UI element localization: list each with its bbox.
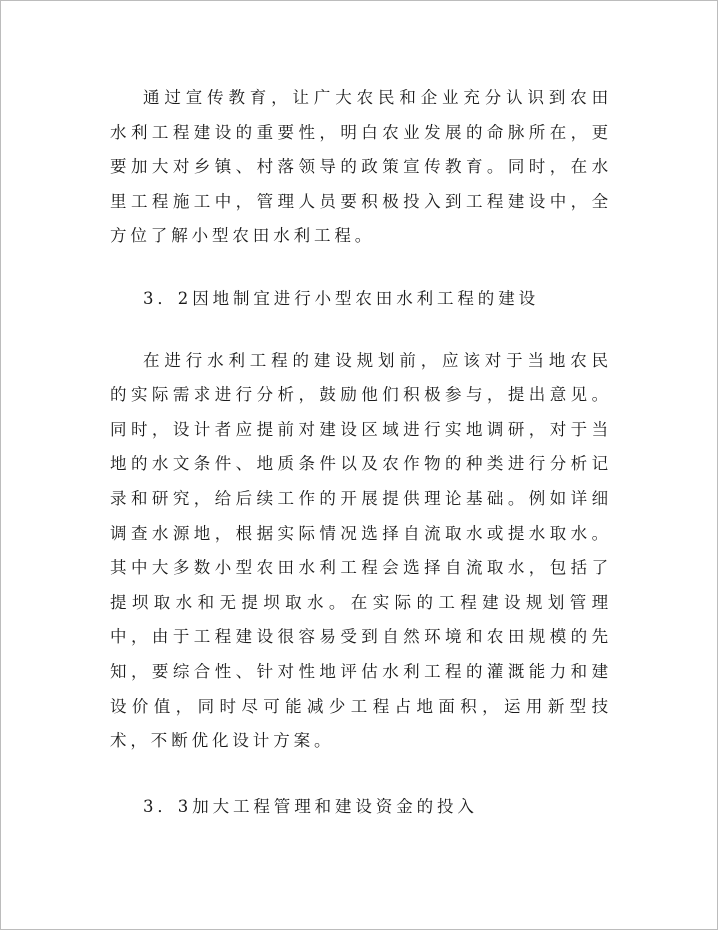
paragraph-publicity: 通过宣传教育，让广大农民和企业充分认识到农田水利工程建设的重要性，明白农业发展的命脉所在，更要加大对乡镇、村落领导的政策宣传教育。同时，在水里工程施工中，管理人员要积极投入到工程建设中，全方位了解小型农田水利工程。 (110, 88, 612, 246)
section-heading-3-2: 3．2因地制宜进行小型农田水利工程的建设 (143, 288, 539, 308)
paragraph-planning: 在进行水利工程的建设规划前，应该对于当地农民的实际需求进行分析，鼓励他们积极参与，提出意见。同时，设计者应提前对建设区域进行实地调研，对于当地的水文条件、地质条件以及农作物的种类进行分析记录和研究，给后续工作的开展提供理论基础。例如详细调查水源地，根据实际情况选择自流取水或提水取水。其中大多数小型农田水利工程会选择自流取水，包括了提坝取水和无提坝取水。在实际的工程建设规划管理中，由于工程建设很容易受到自然环境和农田规模的先知，要综合性、针对性地评估水利工程的灌溉能力和建设价值，同时尽可能减少工程占地面积，运用新型技术，不断优化设计方案。 (110, 350, 612, 751)
document-body (110, 81, 612, 824)
section-heading-3-3: 3．3加大工程管理和建设资金的投入 (143, 796, 478, 816)
